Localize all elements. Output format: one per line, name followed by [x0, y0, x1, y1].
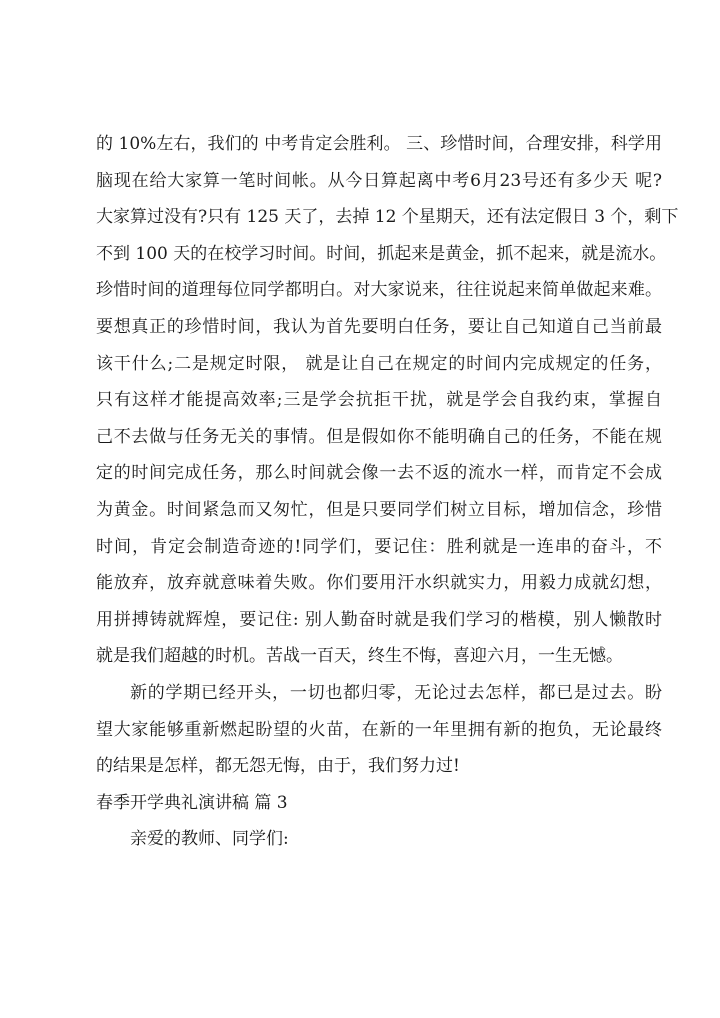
text-line: 就是我们超越的时机。苦战一百天，终生不悔，喜迎六月，一生无憾。	[96, 646, 623, 667]
text-line: 的结果是怎样，都无怨无悔，由于，我们努力过!	[96, 756, 460, 777]
text-line: 己不去做与任务无关的事情。但是假如你不能明确自己的任务，不能在规	[96, 426, 662, 447]
text-line: 珍惜时间的道理每位同学都明白。对大家说来，往往说起来简单做起来难。	[96, 280, 662, 301]
paragraph-2	[96, 675, 662, 785]
text-line: 用拼搏铸就辉煌，要记住: 别人勤奋时就是我们学习的楷模，别人懒散时	[96, 609, 662, 630]
text-line: 只有这样才能提高效率;三是学会抗拒干扰，就是学会自我约束，掌握自	[96, 390, 662, 411]
text-line: 新的学期已经开头，一切也都归零，无论过去怎样，都已是过去。盼	[130, 682, 662, 703]
text-line: 大家算过没有?只有 125 天了，去掉 12 个星期天，还有法定假日 3 个，剩下	[96, 207, 679, 228]
text-line: 该干什么;二是规定时限， 就是让自己在规定的时间内完成规定的任务，	[96, 353, 662, 374]
text-line: 不到 100 天的在校学习时间。时间，抓起来是黄金，抓不起来，就是流水。	[96, 243, 667, 264]
paragraph-1	[96, 126, 679, 675]
text-line: 定的时间完成任务，那么时间就会像一去不返的流水一样，而肯定不会成	[96, 463, 662, 484]
text-line: 望大家能够重新燃起盼望的火苗，在新的一年里拥有新的抱负，无论最终	[96, 719, 662, 740]
text-line: 时间，肯定会制造奇迹的!同学们，要记住：胜利就是一连串的奋斗，不	[96, 536, 662, 557]
text-line: 的 10%左右，我们的 中考肯定会胜利。 三、珍惜时间，合理安排，科学用	[96, 134, 662, 154]
text-line: 为黄金。时间紧急而又匆忙，但是只要同学们树立目标，增加信念，珍惜	[96, 499, 662, 520]
text-line: 能放弃，放弃就意味着失败。你们要用汗水织就实力，用毅力成就幻想，	[96, 573, 662, 594]
document-body	[96, 126, 679, 858]
section-heading: 春季开学典礼演讲稿 篇 3	[96, 792, 288, 813]
text-line: 要想真正的珍惜时间，我认为首先要明白任务，要让自己知道自己当前最	[96, 316, 662, 337]
salutation: 亲爱的教师、同学们:	[130, 829, 289, 850]
text-line: 脑现在给大家算一笔时间帐。从今日算起离中考6月23号还有多少天 呢?	[96, 170, 662, 191]
